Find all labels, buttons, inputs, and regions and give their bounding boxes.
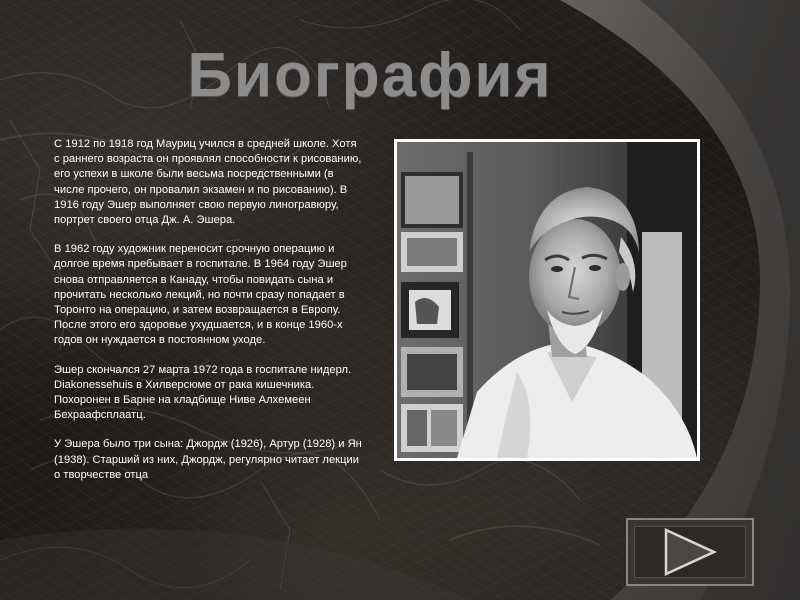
paragraph-3: Эшер скончался 27 марта 1972 года в госпитале нидерл. Diakonessehuis в Хилверсюме от рака кишечника. Похоронен в Барне на кладбище Ниве Алхемеен Бехраафсплаатц. <box>54 363 352 422</box>
portrait-image <box>397 142 697 458</box>
next-slide-button[interactable] <box>626 518 754 586</box>
slide-title: Биография <box>187 41 553 110</box>
paragraph-1: С 1912 по 1918 год Мауриц учился в средней школе. Хотя с раннего возраста он проявлял способности к рисованию, его успехи в школе были весьма посредственными (в числе прочего, он провалил экзамен и по рисованию). В 1916 году Эшер выполняет свою первую линогравюру, портрет своего отца Дж. А. Эшера. <box>54 138 362 227</box>
paragraph-4: У Эшера было три сына: Джордж (1926), Артур (1928) и Ян (1938). Старший из них, Джордж, регулярно читает лекции о творчестве отца <box>54 438 362 481</box>
play-triangle-icon <box>628 520 752 584</box>
biography-text <box>54 137 364 497</box>
portrait-photo <box>394 139 700 461</box>
paragraph-2: В 1962 году художник переносит срочную операцию и долгое время пребывает в госпитале. В 1964 году Эшер снова отправляется в Канаду, чтобы повидать сына и прочитать несколько лекций, но почти сразу попадает в Торонто на операцию, и затем возвращается в Европу. После этого его здоровье ухудшается, и в конце 1960-х годов он нуждается в постоянном уходе. <box>54 243 347 347</box>
